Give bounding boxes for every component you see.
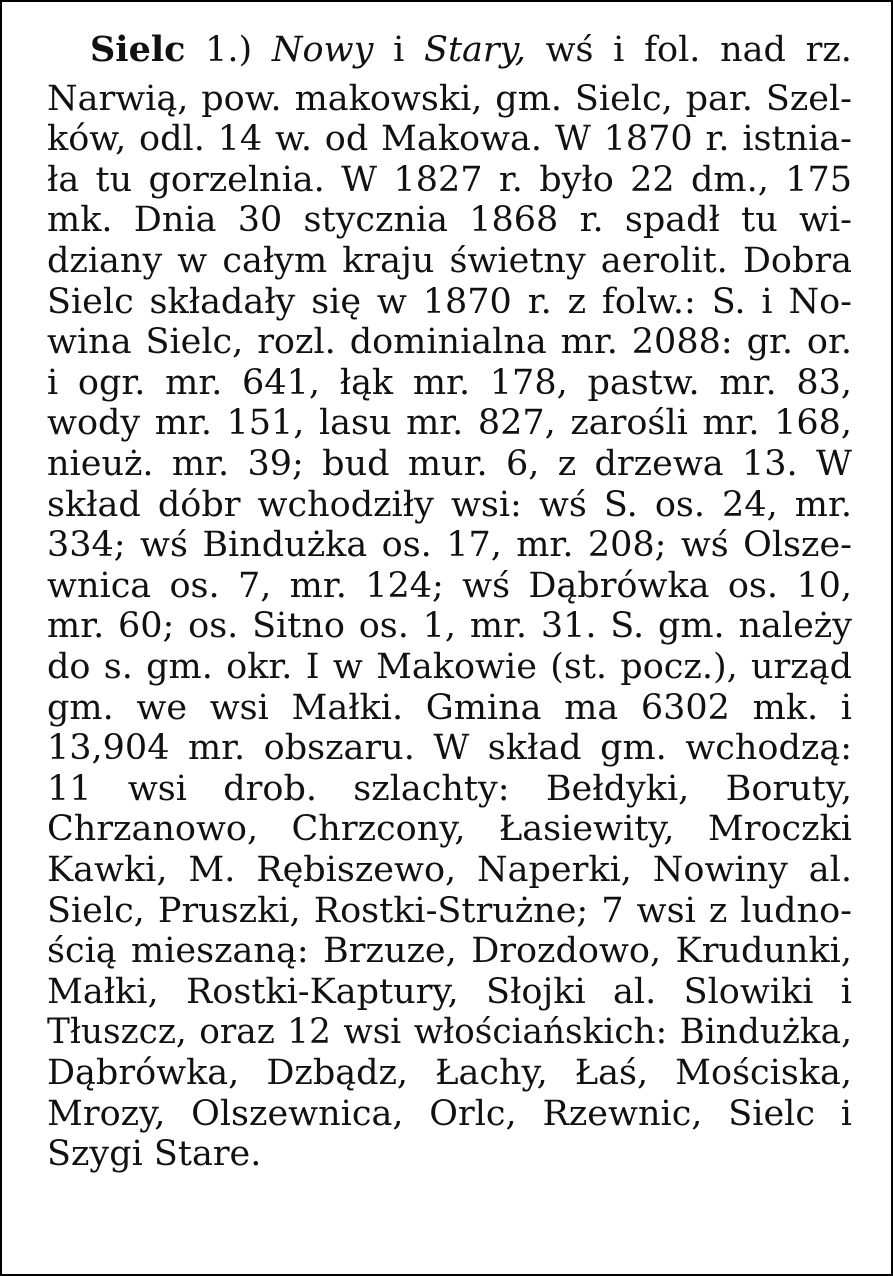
entry-line-22: Sielc, Pruszki, Rostki-Strużne; 7 wsi z ludno- bbox=[47, 891, 852, 931]
dictionary-entry bbox=[2, 2, 893, 1276]
entry-line-2: Narwią, pow. makowski, gm. Sielc, par. Szel- bbox=[47, 79, 852, 119]
entry-line-25: Tłuszcz, oraz 12 wsi włościańskich: Bindużka, bbox=[47, 1012, 852, 1052]
entry-line-15: mr. 60; os. Sitno os. 1, mr. 31. S. gm. należy bbox=[47, 606, 852, 646]
entry-number: 1.) bbox=[205, 30, 253, 70]
entry-line-16: do s. gm. okr. I w Makowie (st. pocz.), urząd bbox=[47, 647, 852, 687]
entry-connector: i bbox=[393, 30, 405, 70]
entry-line-27: Mrozy, Olszewnica, Orlc, Rzewnic, Sielc i bbox=[47, 1094, 852, 1134]
entry-line-14: wnica os. 7, mr. 124; wś Dąbrówka os. 10, bbox=[47, 566, 852, 606]
entry-line-3: ków, odl. 14 w. od Makowa. W 1870 r. istnia- bbox=[47, 119, 852, 159]
entry-line-21: Kawki, M. Rębiszewo, Naperki, Nowiny al. bbox=[47, 850, 852, 890]
entry-line-6: dziany w całym kraju świetny aerolit. Dobra bbox=[47, 241, 852, 281]
entry-line-26: Dąbrówka, Dzbądz, Łachy, Łaś, Mościska, bbox=[47, 1053, 852, 1093]
entry-line-11: nieuż. mr. 39; bud mur. 6, z drzewa 13. W bbox=[47, 444, 852, 484]
entry-line-17: gm. we wsi Małki. Gmina ma 6302 mk. i bbox=[47, 688, 852, 728]
entry-variant-new: Nowy bbox=[271, 30, 374, 70]
entry-line-8: wina Sielc, rozl. dominialna mr. 2088: gr. or. bbox=[47, 322, 852, 362]
entry-line-23: ścią mieszaną: Brzuze, Drozdowo, Krudunki, bbox=[47, 931, 852, 971]
entry-line-24: Małki, Rostki-Kaptury, Słojki al. Slowiki i bbox=[47, 972, 852, 1012]
entry-line-20: Chrzanowo, Chrzcony, Łasiewity, Mroczki bbox=[47, 809, 852, 849]
entry-line-5: mk. Dnia 30 stycznia 1868 r. spadł tu wi- bbox=[47, 200, 852, 240]
entry-line-12: skład dóbr wchodziły wsi: wś S. os. 24, mr. bbox=[47, 485, 852, 525]
entry-headword: Sielc bbox=[90, 29, 186, 70]
entry-line-10: wody mr. 151, lasu mr. 827, zarośli mr. 168, bbox=[47, 403, 852, 443]
entry-line-19: 11 wsi drob. szlachty: Bełdyki, Boruty, bbox=[47, 769, 852, 809]
entry-line-7: Sielc składały się w 1870 r. z folw.: S. i No- bbox=[47, 282, 852, 322]
entry-line-4: ła tu gorzelnia. W 1827 r. było 22 dm., 175 bbox=[47, 160, 852, 200]
entry-line-28: Szygi Stare. bbox=[47, 1134, 262, 1174]
entry-line-9: i ogr. mr. 641, łąk mr. 178, pastw. mr. 83, bbox=[47, 363, 852, 403]
entry-variant-old: Stary, bbox=[423, 30, 526, 70]
entry-line-1-rest: wś i fol. nad rz. bbox=[545, 30, 852, 70]
entry-line-18: 13,904 mr. obszaru. W skład gm. wchodzą: bbox=[47, 728, 852, 768]
entry-line-1 bbox=[90, 30, 852, 70]
entry-line-13: 334; wś Bindużka os. 17, mr. 208; wś Olsze- bbox=[47, 525, 852, 565]
